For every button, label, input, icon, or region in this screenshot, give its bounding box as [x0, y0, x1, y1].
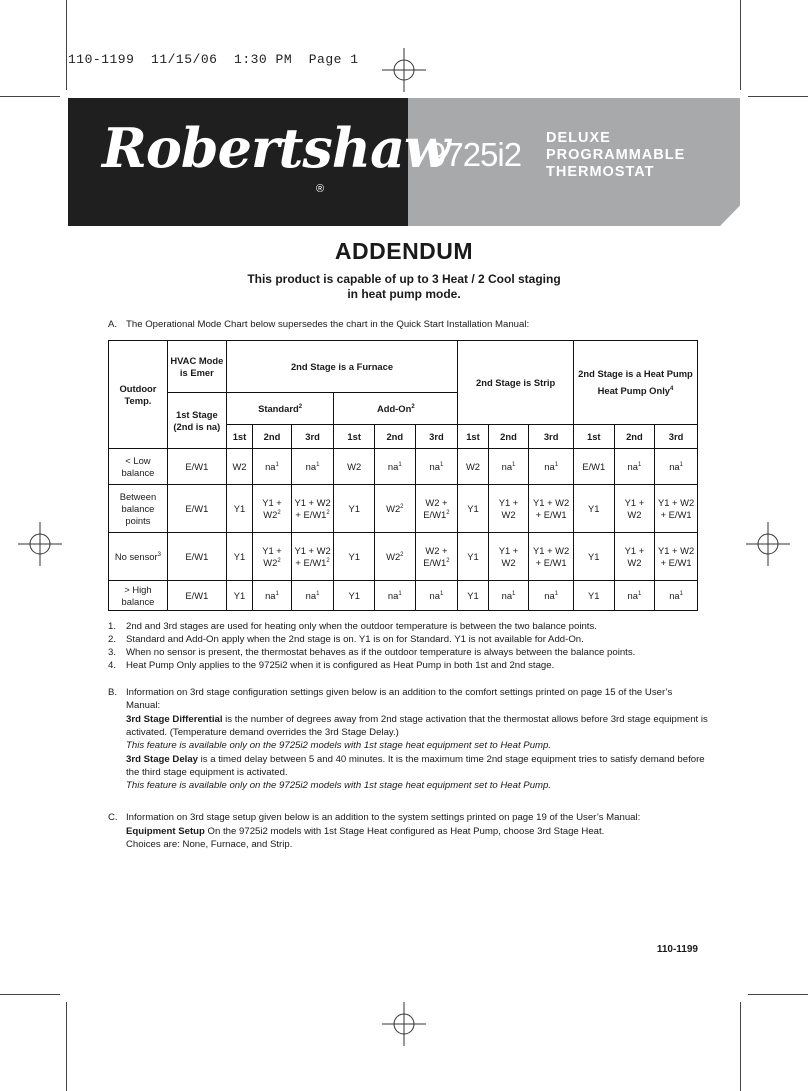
diff-note: This feature is available only on the 9725i2 models with 1st stage heat equipment set to Heat Pump. [126, 740, 552, 751]
footnote-ref: 1 [275, 590, 279, 597]
table-cell [375, 449, 416, 485]
header-stage: 3rd [529, 425, 574, 449]
emer-cell: E/W1 [167, 581, 226, 611]
cell-text: Y1 [348, 502, 360, 514]
table-cell [253, 485, 292, 533]
section-letter: C. [108, 812, 118, 823]
table-cell [458, 533, 488, 581]
cell-text: Y1 + W2 + E/W1 [533, 496, 570, 520]
cell-text: Y1 + W2 [624, 496, 645, 520]
cell-text: na [387, 589, 399, 601]
header-outdoor-temp: Outdoor Temp. [109, 341, 168, 449]
table-cell [573, 485, 614, 533]
header-stage: 3rd [291, 425, 334, 449]
cell-text: Y1 [233, 550, 246, 562]
emer-cell: E/W1 [167, 449, 226, 485]
cell-text: W2 [386, 502, 401, 514]
standard-label: Standard [258, 402, 299, 414]
cell-text: na [265, 460, 276, 472]
diff-text: is the number of degrees away from 2nd stage activation that the thermostat allows before 3rd stage equipment is activated. (Temperature demand overrides the 3rd Stage Delay.) [126, 714, 708, 738]
registration-mark-right [746, 522, 790, 566]
footnote-item [108, 659, 708, 672]
header-furnace: 2nd Stage is a Furnace [226, 341, 457, 393]
table-cell [253, 533, 292, 581]
footnote-text: Heat Pump Only applies to the 9725i2 when it is configured as Heat Pump in both 1st and 2nd stage. [126, 660, 555, 671]
header-add-on [334, 393, 458, 425]
table-cell [226, 449, 252, 485]
cell-text: Y1 [588, 502, 600, 514]
cell-text: na [669, 460, 680, 472]
footnote-ref: 1 [679, 461, 683, 468]
section-text: The Operational Mode Chart below supersedes the chart in the Quick Start Installation Manual: [126, 319, 530, 330]
header-stage: 1st [334, 425, 375, 449]
footnote-ref: 2 [446, 557, 450, 564]
footnote-ref: 2 [326, 557, 330, 564]
cell-text: Y1 [588, 550, 600, 562]
header-stage: 1st [573, 425, 614, 449]
setup-choices: Choices are: None, Furnace, and Strip. [126, 839, 293, 850]
footnote-number: 1. [108, 621, 117, 632]
cell-text: na [305, 589, 317, 601]
table-cell [226, 581, 252, 611]
footnote-ref: 2 [446, 509, 450, 516]
footnote-ref: 1 [275, 461, 279, 468]
header-stage: 1st [458, 425, 488, 449]
cell-text: na [501, 589, 513, 601]
table-cell [614, 581, 655, 611]
registration-mark-top [382, 48, 426, 92]
cell-text: na [265, 589, 276, 601]
cell-text: Y1 [348, 589, 360, 601]
table-cell [226, 485, 252, 533]
table-cell [226, 533, 252, 581]
table-cell [614, 485, 655, 533]
page-title: ADDENDUM [334, 238, 474, 264]
cell-text: Y1 [588, 589, 600, 601]
table-cell [529, 449, 574, 485]
table-cell [529, 533, 574, 581]
footnote-ref: 4 [670, 385, 674, 392]
heat-pump-label: 2nd Stage is a Heat Pump [578, 368, 693, 379]
footnote-ref: 2 [277, 557, 281, 564]
cell-text: Y1 + W2 + E/W1 [294, 544, 331, 568]
footnote-ref: 2 [400, 551, 404, 558]
table-row [109, 533, 698, 581]
delay-label: 3rd Stage Delay [126, 754, 198, 765]
table-cell [488, 533, 529, 581]
delay-note: This feature is available only on the 9725i2 models with 1st stage heat equipment set to Heat Pump. [126, 780, 552, 791]
header-first-stage: 1st Stage (2nd is na) [167, 393, 226, 449]
footnote-item [108, 620, 708, 633]
table-cell [334, 581, 375, 611]
cell-text: W2 [347, 460, 362, 472]
table-cell [573, 449, 614, 485]
cell-text: na [669, 589, 680, 601]
table-cell [334, 449, 375, 485]
cell-text: W2 + E/W1 [423, 544, 448, 568]
footnote-ref: 2 [326, 509, 330, 516]
footnote-ref: 1 [439, 461, 444, 468]
subtitle-line: in heat pump mode. [347, 287, 461, 301]
table-body [109, 449, 698, 611]
table-cell [291, 533, 334, 581]
emer-cell: E/W1 [167, 533, 226, 581]
cell-text: na [305, 460, 317, 472]
header-stage: 2nd [488, 425, 529, 449]
cell-text: na [429, 589, 440, 601]
header-stage: 3rd [655, 425, 698, 449]
table-cell [291, 581, 334, 611]
table-cell [573, 533, 614, 581]
header-heat-pump [573, 341, 697, 425]
section-b [108, 686, 708, 792]
cell-text: W2 + E/W1 [423, 496, 448, 520]
cell-text: Y1 [233, 502, 246, 514]
table-cell [614, 533, 655, 581]
table-cell [458, 485, 488, 533]
footnote-ref: 1 [554, 590, 559, 597]
cell-text: Y1 + W2 [498, 496, 519, 520]
setup-text: On the 9725i2 models with 1st Stage Heat configured as Heat Pump, choose 3rd Stage Heat. [204, 826, 605, 837]
table-row [109, 581, 698, 611]
table-cell [573, 581, 614, 611]
header-stage: 2nd [375, 425, 416, 449]
crop-mark [66, 1002, 67, 1091]
subtitle-line: This product is capable of up to 3 Heat / 2 Cool staging [247, 272, 561, 286]
table-row [109, 449, 698, 485]
cell-text: Y1 + W2 + E/W1 [657, 544, 695, 568]
cell-text: Y1 [467, 589, 479, 601]
footnote-text: Standard and Add-On apply when the 2nd stage is on. Y1 is on for Standard. Y1 is not available for Add-On. [126, 634, 584, 645]
tagline-line: PROGRAMMABLE [546, 147, 686, 163]
table-cell [488, 485, 529, 533]
crop-mark [748, 994, 808, 995]
footnote-ref: 1 [512, 461, 516, 468]
cell-text: na [627, 460, 638, 472]
cell-text: W2 [232, 460, 247, 472]
row-label [109, 449, 168, 485]
footnote-ref: 1 [439, 590, 444, 597]
cell-text: Y1 [348, 550, 360, 562]
emer-cell: E/W1 [167, 485, 226, 533]
table-cell [655, 581, 698, 611]
table-cell [458, 581, 488, 611]
row-label-text: No sensor [114, 550, 158, 562]
cell-text: na [501, 460, 513, 472]
table-cell [415, 449, 458, 485]
crop-mark [740, 1002, 741, 1091]
row-label-text: > High balance [121, 583, 155, 607]
registered-mark: ® [316, 183, 325, 195]
delay-paragraph [126, 753, 708, 779]
footnote-ref: 2 [411, 403, 415, 410]
header-stage: 3rd [415, 425, 458, 449]
cell-text: Y1 + W2 + E/W1 [657, 496, 695, 520]
model-number: 9725i2 [428, 136, 522, 173]
footnote-number: 4. [108, 660, 117, 671]
table-cell [334, 533, 375, 581]
cell-text: Y1 + W2 [498, 544, 519, 568]
cell-text: na [544, 589, 555, 601]
cell-text: W2 [386, 550, 401, 562]
tagline-line: DELUXE [546, 130, 611, 146]
table-cell [614, 449, 655, 485]
cell-text: Y1 + W2 [262, 544, 282, 568]
diff-label: 3rd Stage Differential [126, 714, 223, 725]
footnote-ref: 1 [398, 461, 402, 468]
section-c [108, 811, 708, 851]
table-cell [655, 485, 698, 533]
header-standard [226, 393, 334, 425]
printer-slug: 110-1199 11/15/06 1:30 PM Page 1 [68, 52, 359, 67]
table-row [109, 485, 698, 533]
crop-mark [740, 0, 741, 90]
diff-paragraph [126, 713, 708, 739]
footnotes [108, 620, 708, 672]
table-cell [375, 533, 416, 581]
footnote-ref: 1 [679, 590, 683, 597]
footnote-ref: 1 [398, 590, 402, 597]
cell-text: na [387, 460, 399, 472]
crop-mark [0, 96, 60, 97]
registration-mark-bottom [382, 1002, 426, 1046]
table-cell [291, 449, 334, 485]
row-label-text: Between balance points [119, 490, 157, 526]
registration-mark-left [18, 522, 62, 566]
footnote-ref: 1 [512, 590, 516, 597]
footnote-text: When no sensor is present, the thermostat behaves as if the outdoor temperature is always between the balance points. [126, 647, 636, 658]
footnote-ref: 2 [298, 403, 303, 410]
section-a [108, 318, 708, 331]
table-cell [529, 485, 574, 533]
add-on-label: Add-On [376, 402, 412, 414]
brand-logo: Robertshaw [102, 116, 450, 180]
setup-paragraph [126, 825, 708, 838]
footnote-item [108, 633, 708, 646]
table-cell [488, 449, 529, 485]
row-label [109, 485, 168, 533]
cell-text: na [544, 460, 555, 472]
header-stage: 2nd [253, 425, 292, 449]
table-cell [415, 581, 458, 611]
cell-text: na [429, 460, 440, 472]
cell-text: Y1 [233, 589, 246, 601]
cell-text: E/W1 [582, 460, 606, 472]
tagline-line: THERMOSTAT [546, 164, 655, 180]
table-cell [488, 581, 529, 611]
header-stage: 1st [226, 425, 252, 449]
table-cell [529, 581, 574, 611]
footnote-ref: 1 [637, 461, 642, 468]
table-cell [334, 485, 375, 533]
footnote-ref: 1 [316, 461, 320, 468]
cell-text: Y1 + W2 + E/W1 [533, 544, 570, 568]
operational-mode-table [108, 340, 698, 611]
table-cell [655, 449, 698, 485]
row-label [109, 533, 168, 581]
cell-text: Y1 + W2 + E/W1 [294, 496, 331, 520]
footnote-ref: 1 [316, 590, 320, 597]
table-cell [291, 485, 334, 533]
heat-pump-only-label: Heat Pump Only [597, 385, 671, 396]
delay-text: is a timed delay between 5 and 40 minutes. It is the maximum time 2nd stage equipment tries to satisfy demand before the third stage equipment is activated. [126, 754, 705, 778]
footnote-number: 3. [108, 647, 117, 658]
cell-text: W2 [465, 460, 480, 472]
cell-text: na [627, 589, 638, 601]
footnote-ref: 1 [637, 590, 642, 597]
footnote-text: 2nd and 3rd stages are used for heating only when the outdoor temperature is between the two balance points. [126, 621, 597, 632]
section-letter: B. [108, 687, 118, 698]
table-cell [375, 485, 416, 533]
table-cell [253, 449, 292, 485]
crop-mark [748, 96, 808, 97]
header-stage: 2nd [614, 425, 655, 449]
row-label-text: < Low balance [121, 454, 155, 478]
table-cell [655, 533, 698, 581]
cell-text: Y1 + W2 [624, 544, 645, 568]
table-cell [375, 581, 416, 611]
section-letter: A. [108, 319, 118, 330]
header-hvac-mode: HVAC Mode is Emer [167, 341, 226, 393]
page-subtitle [0, 272, 808, 302]
document-number: 110-1199 [656, 944, 698, 955]
setup-label: Equipment Setup [126, 826, 205, 837]
table-cell [415, 485, 458, 533]
footnote-ref: 3 [157, 551, 161, 558]
cell-text: Y1 [467, 502, 479, 514]
section-intro: Information on 3rd stage setup given below is an addition to the system settings printed on page 19 of the User’s Manual: [126, 812, 641, 823]
footnote-item [108, 646, 708, 659]
row-label [109, 581, 168, 611]
footnote-ref: 1 [554, 461, 559, 468]
footnote-ref: 2 [400, 503, 404, 510]
crop-mark [0, 994, 60, 995]
cell-text: Y1 [467, 550, 479, 562]
header-strip: 2nd Stage is Strip [458, 341, 574, 425]
cell-text: Y1 + W2 [262, 496, 282, 520]
table-cell [458, 449, 488, 485]
product-tagline [546, 130, 685, 181]
footnote-number: 2. [108, 634, 117, 645]
table-cell [253, 581, 292, 611]
footnote-ref: 2 [277, 509, 281, 516]
table-cell [415, 533, 458, 581]
section-intro: Information on 3rd stage configuration settings given below is an addition to the comfort settings printed on page 15 of the User’s Manual: [126, 687, 673, 711]
crop-mark [66, 0, 67, 90]
